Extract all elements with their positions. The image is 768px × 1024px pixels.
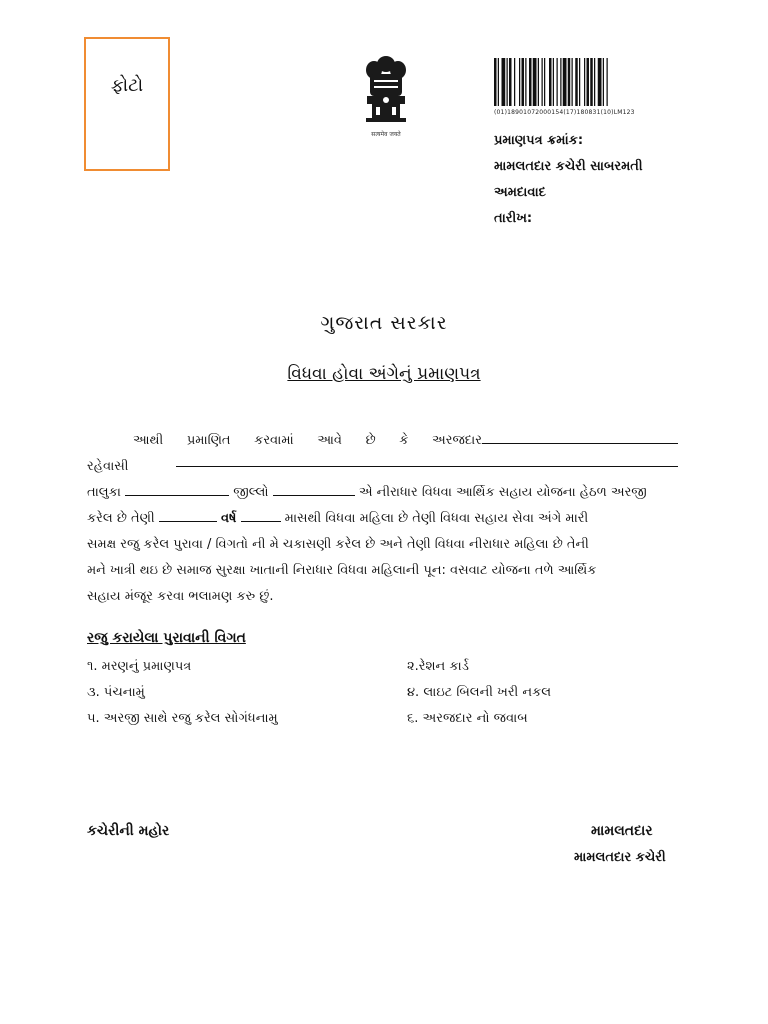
barcode-text: (01)18901072000154(17)180831(10)LM123 bbox=[494, 109, 635, 116]
barcode-bar bbox=[538, 58, 539, 106]
certificate-title bbox=[0, 364, 768, 384]
resident-label: રહેવાસી bbox=[87, 459, 129, 474]
evidence-item: ૧. મરણનું પ્રમાણપત્ર bbox=[87, 659, 192, 674]
emblem-motto: सत्यमेव जयते bbox=[371, 131, 401, 138]
barcode-bar bbox=[607, 58, 608, 106]
barcode-bar bbox=[525, 58, 526, 106]
scheme-text: એ નીરાધાર વિધવા આર્થિક સહાય યોજના હેઠળ અરજી bbox=[358, 485, 647, 500]
body-word: આથી bbox=[133, 433, 164, 448]
barcode-bar bbox=[533, 58, 537, 106]
evidence-item: ૨.રેશન કાર્ડ bbox=[407, 659, 469, 674]
evidence-item: ૬. અરજદાર નો જવાબ bbox=[407, 711, 528, 726]
body-word: કરવામાં bbox=[254, 433, 294, 448]
body-line-3 bbox=[87, 480, 647, 506]
photo-label: ફોટો bbox=[110, 75, 144, 96]
body-line-6: મને ખાત્રી થઇ છે સમાજ સુરક્ષા ખાતાની નિરાધાર વિધવા મહિલાની પૂન: વસવાટ યોજના તળે આર્થિક bbox=[87, 563, 597, 578]
barcode-icon bbox=[494, 58, 654, 108]
months-blank[interactable] bbox=[241, 507, 281, 522]
body-line-4 bbox=[87, 506, 588, 532]
body-line-2 bbox=[87, 454, 678, 480]
applicant-blank[interactable] bbox=[482, 429, 678, 444]
barcode-bar bbox=[568, 58, 571, 106]
year-label: વર્ષ bbox=[221, 511, 237, 526]
taluka-blank[interactable] bbox=[125, 481, 229, 496]
barcode-bar bbox=[584, 58, 585, 106]
certificate-title-text: વિધવા હોવા અંગેનું પ્રમાણપત્ર bbox=[287, 364, 481, 384]
years-blank[interactable] bbox=[159, 507, 217, 522]
barcode bbox=[494, 58, 654, 116]
barcode-bar bbox=[522, 58, 525, 106]
taluka-label: તાલુકા bbox=[87, 485, 121, 500]
emblem-icon bbox=[356, 52, 416, 130]
applicant-label: અરજદાર bbox=[432, 433, 482, 448]
body-word: પ્રમાણિત bbox=[186, 433, 231, 448]
body-word: આવે bbox=[317, 433, 342, 448]
applicant-field bbox=[432, 428, 678, 454]
district-blank[interactable] bbox=[273, 481, 355, 496]
filed-text: કરેલ છે તેણી bbox=[87, 511, 155, 526]
barcode-bar bbox=[575, 58, 578, 106]
issuing-city: અમદાવાદ bbox=[494, 185, 546, 200]
district-label: જીલ્લો bbox=[233, 485, 269, 500]
barcode-bar bbox=[507, 58, 508, 106]
certificate-number-label: પ્રમાણપત્ર ક્રમાંક: bbox=[494, 133, 584, 148]
barcode-bar bbox=[509, 58, 512, 106]
barcode-bar bbox=[529, 58, 532, 106]
officer-office: મામલતદાર કચેરી bbox=[574, 850, 666, 865]
date-label: તારીખ: bbox=[494, 211, 533, 226]
body-line-7: સહાય મંજૂર કરવા ભલામણ કરુ છું. bbox=[87, 589, 274, 604]
barcode-bar bbox=[498, 58, 499, 106]
evidence-item: ૪. લાઇટ બિલની ખરી નકલ bbox=[407, 685, 552, 700]
widow-text: માસથી વિધવા મહિલા છે તેણી વિધવા સહાય સેવા અંગે મારી bbox=[284, 511, 589, 526]
barcode-bar bbox=[572, 58, 573, 106]
body-line-1 bbox=[133, 428, 678, 454]
barcode-bar bbox=[598, 58, 602, 106]
certificate-body bbox=[87, 428, 678, 618]
barcode-bar bbox=[519, 58, 520, 106]
government-title: ગુજરાત સરકાર bbox=[320, 312, 448, 334]
barcode-bar bbox=[594, 58, 595, 106]
barcode-bar bbox=[587, 58, 590, 106]
barcode-bar bbox=[557, 58, 558, 106]
body-word: કે bbox=[399, 433, 409, 448]
barcode-bar bbox=[579, 58, 580, 106]
barcode-bar bbox=[549, 58, 552, 106]
resident-blank[interactable] bbox=[176, 452, 678, 467]
barcode-bar bbox=[514, 58, 515, 106]
barcode-bar bbox=[553, 58, 554, 106]
barcode-bar bbox=[560, 58, 561, 106]
office-seal-label: કચેરીની મહોર bbox=[87, 823, 170, 839]
barcode-bar bbox=[563, 58, 567, 106]
evidence-item: ૫. અરજી સાથે રજુ કરેલ સોગંધનામુ bbox=[87, 711, 278, 726]
officer-title: મામલતદાર bbox=[591, 823, 653, 839]
barcode-bar bbox=[542, 58, 543, 106]
barcode-bar bbox=[502, 58, 506, 106]
photo-box bbox=[84, 37, 170, 171]
barcode-bar bbox=[494, 58, 497, 106]
body-word: છે bbox=[365, 433, 376, 448]
barcode-bar bbox=[590, 58, 593, 106]
evidence-item: ૩. પંચનામું bbox=[87, 685, 145, 700]
barcode-bar bbox=[544, 58, 545, 106]
national-emblem bbox=[356, 52, 416, 142]
body-line-5: સમક્ષ રજુ કરેલ પુરાવા / વિગતો ની મે ચકાસણી કરેલ છે અને તેણી વિધવા નીરાધાર મહિલા છે તેની bbox=[87, 537, 589, 552]
barcode-bar bbox=[603, 58, 604, 106]
header-block bbox=[494, 128, 643, 232]
issuing-office: મામલતદાર કચેરી સાબરમતી bbox=[494, 159, 643, 174]
evidence-title: રજુ કરાયેલા પુરાવાની વિગત bbox=[87, 630, 246, 646]
